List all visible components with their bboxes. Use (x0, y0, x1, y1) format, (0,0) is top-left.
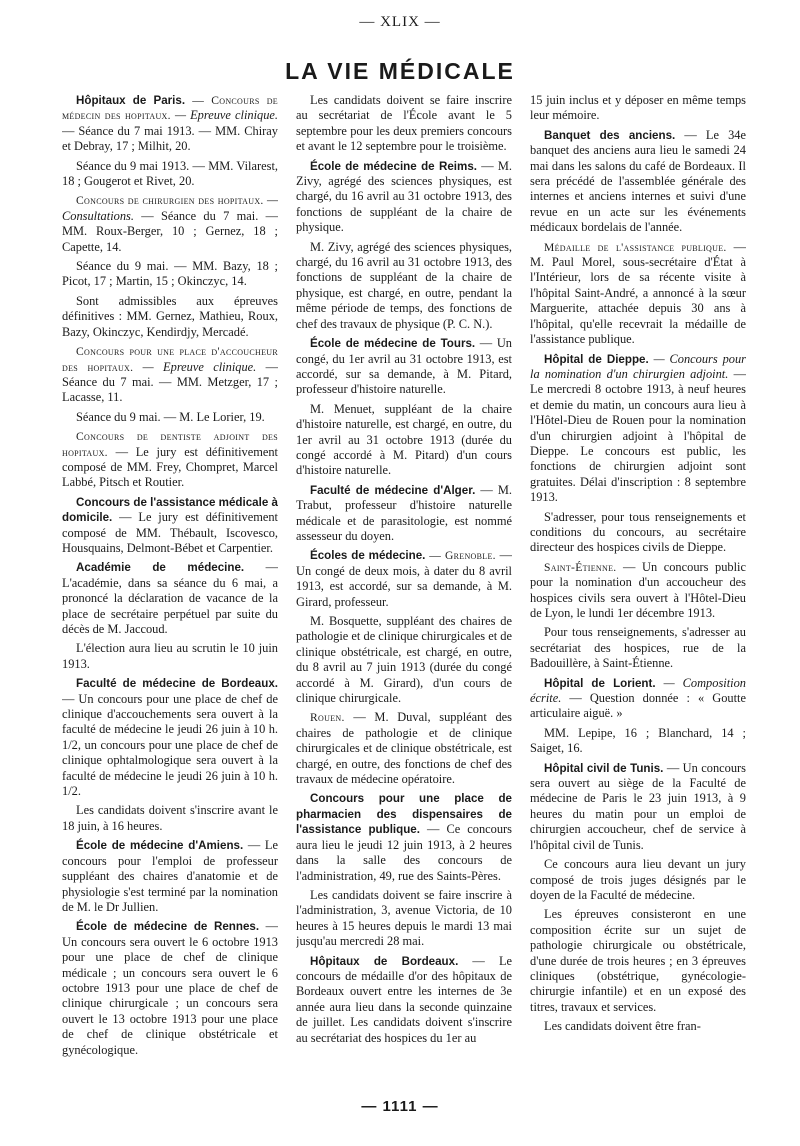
paragraph: Concours de l'assistance médicale à domicile. — Le jury est définitivement composé de MM. Thébault, Iscovesco, Housquains, Delmont-Bébet et Carpentier. (62, 495, 278, 555)
paragraph: Faculté de médecine de Bordeaux. — Un concours pour une place de chef de clinique d'accouchements sera ouvert à la faculté de médecine le jeudi 26 juin à 10 h. 1/2, un concours pour une place de chef de clinique ophtalmologique sera ouvert à la faculté de médecine le jeudi 26 juin à 10 h. 1/2. (62, 677, 278, 799)
section-heading: École de médecine de Rennes. (76, 920, 260, 934)
paragraph: Séance du 9 mai. — MM. Bazy, 18 ; Picot, 17 ; Martin, 15 ; Okinczyc, 14. (62, 259, 278, 289)
page-number: — 1111 — (361, 1098, 439, 1115)
paragraph: Rouen. — M. Duval, suppléant des chaires de pathologie et de clinique chirurgicales et de clinique obstétricale, est chargé, en outre, des fonctions de chef des travaux de médecine opératoire. (296, 710, 512, 787)
paragraph: M. Bosquette, suppléant des chaires de pathologie et de clinique chirurgicales et de clinique obstétricale, est chargé, en outre, du 8 avril au 7 juin 1913 (durée du congé accordé à M. Girard), d'un cours de clinique chirurgicale. (296, 614, 512, 706)
section-heading: École de médecine de Reims. (310, 159, 477, 173)
paragraph: Pour tous renseignements, s'adresser au secrétariat des hospices, rue de la Badouillère, à Saint-Étienne. (530, 625, 746, 671)
section-heading: École de médecine de Tours. (310, 337, 476, 351)
paragraph: Les candidats doivent s'inscrire avant le 18 juin, à 16 heures. (62, 803, 278, 833)
section-heading: Écoles de médecine. (310, 549, 426, 563)
column-2 (296, 93, 512, 1098)
section-heading: Hôpital de Lorient. (544, 676, 656, 690)
paragraph: Sont admissibles aux épreuves définitives : MM. Gernez, Mathieu, Roux, Bazy, Okinczyc, Kendirdjy, Mercadé. (62, 293, 278, 339)
article-columns (62, 93, 746, 1098)
paragraph: Ce concours aura lieu devant un jury composé de trois juges désignés par le doyen de la Faculté de médecine. (530, 857, 746, 902)
paragraph: S'adresser, pour tous renseignements et conditions du concours, au secrétaire directeur des hospices civils de Dieppe. (530, 509, 746, 555)
paragraph: Concours de chirurgien des hopitaux. — Consultations. — Séance du 7 mai. — MM. Roux-Berger, 10 ; Gernez, 18 ; Capette, 14. (62, 193, 278, 254)
paragraph: M. Menuet, suppléant de la chaire d'histoire naturelle, est chargé, en outre, du 1er avril au 31 octobre 1913 (durée du congé accordé à M. Pitard) d'un cours d'histoire naturelle. (296, 401, 512, 478)
paragraph: École de médecine de Reims. — M. Zivy, agrégé des sciences physiques, est chargé, du 16 avril au 31 octobre 1913, des fonctions de suppléant de la chaire de physique. (296, 158, 512, 235)
section-heading: Banquet des anciens. (544, 128, 676, 142)
paragraph: Concours pour une place d'accoucheur des hopitaux. — Epreuve clinique. — Séance du 7 mai. — MM. Metzger, 17 ; Lacasse, 11. (62, 345, 278, 405)
section-heading: Hôpitaux de Paris. (76, 94, 186, 107)
paragraph: École de médecine d'Amiens. — Le concours pour l'emploi de professeur suppléant des chaires d'anatomie et de physiologie s'est terminé par la nomination de M. le Dr Jullien. (62, 838, 278, 914)
section-heading: Hôpital civil de Tunis. (544, 761, 664, 775)
paragraph: Les épreuves consisteront en une composition écrite sur un sujet de pathologie chirurgicale ou obstétricale, d'une durée de trois heures ; en 3 épreuves cliniques (obstétrique, gynécologie-chirurgie infantile) et en un exposé des titres, travaux et services. (530, 907, 746, 1014)
paragraph: Médaille de l'assistance publique. — M. Paul Morel, sous-secrétaire d'État à l'Intérieur, lors de sa récente visite à l'hôpital Saint-André, a annoncé à la sœur Marguerite, attachée depuis 30 ans à l'hôpital, qu'elle recevrait la médaille de l'assistance publique. (530, 239, 746, 347)
section-heading: Hôpital de Dieppe. (544, 352, 649, 366)
paragraph: M. Zivy, agrégé des sciences physiques, chargé, du 16 avril au 31 octobre 1913, des fonctions de suppléant de la chaire de physique, est chargé, en outre, pendant la même période de temps, des fonctions de chef des travaux de physique (P. C. N.). (296, 239, 512, 331)
paragraph: 15 juin inclus et y déposer en même temps leur mémoire. (530, 93, 746, 123)
paragraph: Séance du 9 mai 1913. — MM. Vilarest, 18 ; Gougerot et Rivet, 20. (62, 158, 278, 189)
paragraph: Concours pour une place de pharmacien des dispensaires de l'assistance publique. — Ce concours aura lieu le jeudi 12 juin 1913, à 2 heures dans la salle des concours de l'administration, 49, rue des Saints-Pères. (296, 792, 512, 883)
paragraph: Les candidats doivent être fran- (544, 1019, 701, 1034)
paragraph: École de médecine de Tours. — Un congé, du 1er avril au 31 octobre 1913, est accordé, sur sa demande, à M. Pitard, professeur d'histoire naturelle. (296, 336, 512, 397)
section-heading: Faculté de médecine de Bordeaux. (76, 677, 278, 691)
paragraph: Concours de dentiste adjoint des hopitaux. — Le jury est définitivement composé de MM. Frey, Chompret, Marcel Labbé, Pitsch et Routier. (62, 430, 278, 490)
section-heading: École de médecine d'Amiens. (76, 839, 244, 853)
paragraph: Les candidats doivent se faire inscrire au secrétariat de l'École avant le 5 septembre pour les deux premiers concours et avant le 12 septembre pour le troisième. (296, 93, 512, 154)
paragraph: École de médecine de Rennes. — Un concours sera ouvert le 6 octobre 1913 pour une place de chef de clinique médicale ; un concours sera ouvert le 6 octobre 1913 pour une place de chef de clinique chirurgicale ; un concours sera ouvert le 13 octobre 1913 pour une place de chef de clinique obstétricale et gynécologique. (62, 919, 278, 1057)
paragraph: L'élection aura lieu au scrutin le 10 juin 1913. (62, 641, 278, 671)
paragraph: Académie de médecine. — L'académie, dans sa séance du 6 mai, a prononcé la déclaration de vacance de la place de secrétaire perpétuel par suite du décès de M. Jaccoud. (62, 560, 278, 636)
page-title: LA VIE MÉDICALE (285, 58, 515, 84)
paragraph: Hôpital de Lorient. — Composition écrite. — Question donnée : « Goutte articulaire aiguë. » (530, 675, 746, 721)
section-heading: Concours de l'assistance médicale à domicile. (62, 495, 278, 525)
paragraph: Banquet des anciens. — Le 34e banquet des anciens aura lieu le samedi 24 mai dans les salons du café de Bordeaux. Il sera précédé de l'assemblée générale des internes et anciens internes et suivi d'une revue en un acte sur les événements médicaux bordelais de l'année. (530, 127, 746, 235)
paragraph: Hôpital de Dieppe. — Concours pour la nomination d'un chirurgien adjoint. — Le mercredi 8 octobre 1913, à neuf heures et demie du matin, un concours aura lieu à l'Hôtel-Dieu de Rouen pour la nomination d'un chirurgien adjoint à l'hôpital de Dieppe. Le concours est public, les fonctions de chirurgien adjoint sont gratuites. Délai d'inscription : 8 septembre 1913. (530, 351, 746, 505)
paragraph: Hôpital civil de Tunis. — Un concours sera ouvert au siège de la Faculté de médecine de Paris le 23 juin 1913, à 9 heures du matin pour un emploi de chirurgien accoucheur, chef de service à l'hôpital civil de Tunis. (530, 760, 746, 852)
column-1 (62, 93, 278, 1098)
paragraph: Saint-Étienne. — Un concours public pour la nomination d'un accoucheur des hospices civils sera ouvert à l'Hôtel-Dieu de Lyon, le lundi 1er décembre 1913. (530, 559, 746, 620)
paragraph: Les candidats doivent se faire inscrire à l'administration, 3, avenue Victoria, de 10 heures à 15 heures depuis le mardi 13 mai jusqu'au mercredi 28 mai. (296, 887, 512, 949)
section-heading: Faculté de médecine d'Alger. (310, 483, 476, 497)
paragraph: Faculté de médecine d'Alger. — M. Trabut, professeur d'histoire naturelle médicale et de parasitologie, est nommé assesseur du doyen. (296, 482, 512, 543)
paragraph: Hôpitaux de Paris. — Concours de médecin des hopitaux. — Epreuve clinique. — Séance du 7 mai 1913. — MM. Chiray et Debray, 17 ; Milhit, 20. (62, 94, 278, 154)
section-heading: Académie de médecine. (76, 561, 245, 575)
paragraph: Écoles de médecine. — Grenoble. — Un congé de deux mois, à dater du 8 avril 1913, est accordé, sur sa demande, à M. Girard, professeur. (296, 548, 512, 609)
paragraph: Séance du 9 mai. — M. Le Lorier, 19. (76, 409, 265, 424)
section-heading: Concours pour une place de pharmacien des dispensaires de l'assistance publique. (296, 792, 512, 837)
paragraph: Hôpitaux de Bordeaux. — Le concours de médaille d'or des hôpitaux de Bordeaux ouvert entre les internes de 3e année aura lieu dans la seconde quinzaine de juillet. Les candidats doivent s'inscrire au secrétariat des hospices du 1er au (296, 953, 512, 1045)
roman-page-number: — XLIX — (359, 14, 441, 30)
section-heading: Hôpitaux de Bordeaux. (310, 954, 459, 968)
paragraph: MM. Lepipe, 16 ; Blanchard, 14 ; Saiget, 16. (530, 725, 746, 756)
column-3 (530, 93, 746, 1098)
